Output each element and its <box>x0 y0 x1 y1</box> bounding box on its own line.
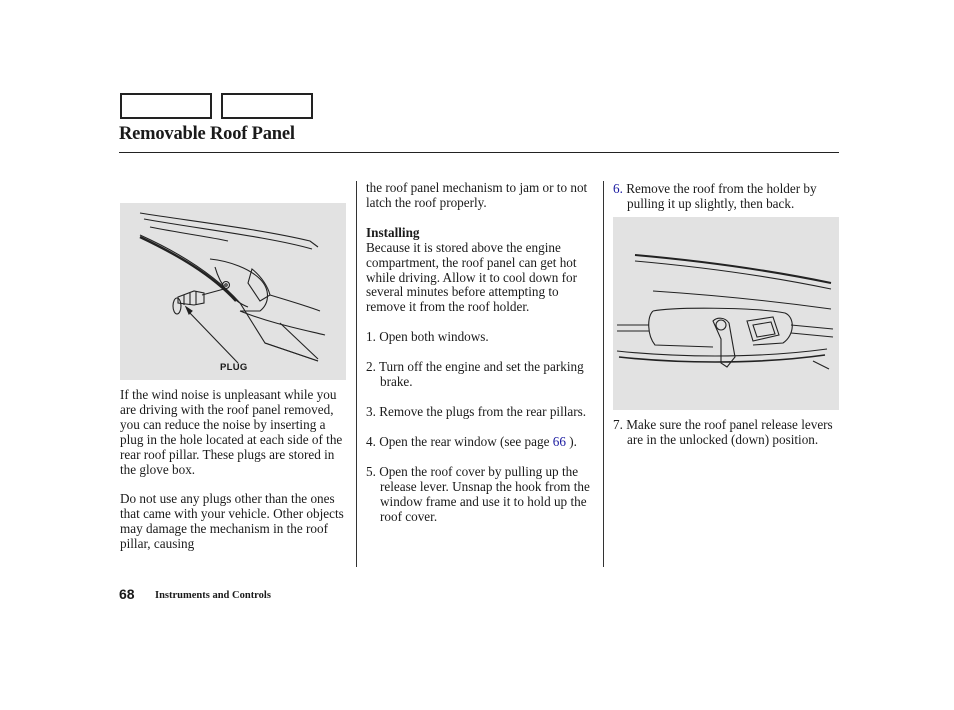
continuation-paragraph: the roof panel mechanism to jam or to not latch the roof properly. <box>366 180 588 210</box>
step-4 <box>366 435 594 450</box>
step-3: 3. Remove the plugs from the rear pillars. <box>366 403 587 419</box>
plug-illustration <box>120 203 346 380</box>
installing-heading: Installing <box>366 224 420 240</box>
step-5: 5. Open the roof cover by pulling up the release lever. Unsnap the hook from the window frame and use it to hold up the roof cover. <box>366 463 590 524</box>
step-6-text: Remove the roof from the holder by pulling it up slightly, then back. <box>626 181 817 211</box>
wind-noise-paragraph: If the wind noise is unpleasant while you are driving with the roof panel removed, you can reduce the noise by inserting a plug in the hole located at each side of the rear roof pillar. These plugs are stored in the glove box. <box>120 387 343 477</box>
plug-warning-paragraph: Do not use any plugs other than the ones that came with your vehicle. Other objects may damage the mechanism in the roof pillar, causing <box>120 491 344 552</box>
page-66-link[interactable]: 66 <box>552 433 566 449</box>
roof-holder-drawing <box>613 217 839 410</box>
section-name: Instruments and Controls <box>155 590 271 601</box>
page-title: Removable Roof Panel <box>119 124 295 144</box>
step-2: 2. Turn off the engine and set the parking brake. <box>366 359 584 390</box>
column-divider <box>603 181 604 567</box>
step-6 <box>613 182 841 212</box>
column-3-step-6 <box>613 182 841 212</box>
page-number: 68 <box>119 586 135 602</box>
column-3-step-7 <box>613 418 841 448</box>
column-1-text <box>120 388 348 552</box>
title-divider <box>119 152 839 153</box>
installing-intro: Because it is stored above the engine compartment, the roof panel can get hot while driving. Allow it to cool down for several minutes before attempting to remove it from the roof holder. <box>366 239 577 315</box>
step-6-number: 6. <box>613 181 623 196</box>
step-7: 7. Make sure the roof panel release levers are in the unlocked (down) position. <box>613 417 833 447</box>
step-4-end: ). <box>569 433 577 449</box>
roof-holder-illustration <box>613 217 839 410</box>
plug-drawing <box>120 203 346 380</box>
figure-label-plug: PLUG <box>220 362 248 373</box>
nav-button-prev[interactable] <box>120 93 212 119</box>
step-4-text: 4. Open the rear window (see page <box>366 433 550 449</box>
step-1: 1. Open both windows. <box>366 329 489 345</box>
nav-button-next[interactable] <box>221 93 313 119</box>
column-2-text <box>366 181 594 524</box>
column-divider <box>356 181 357 567</box>
